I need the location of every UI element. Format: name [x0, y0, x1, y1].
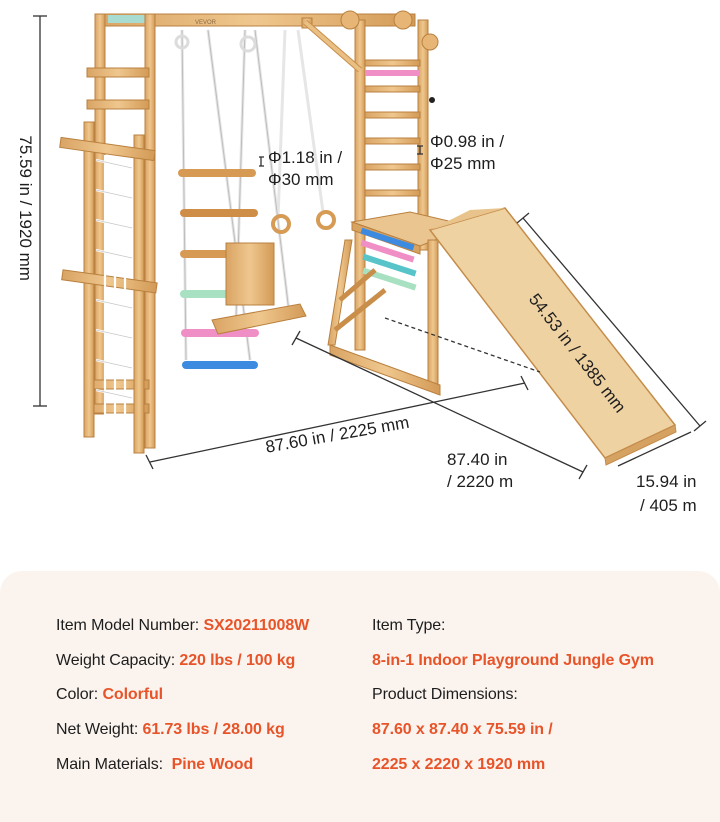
spec-type-value: 8-in-1 Indoor Playground Jungle Gym	[372, 652, 654, 669]
spec-color-label: Color:	[56, 686, 103, 703]
bar-diameter-label-2: Φ25 mm	[430, 154, 496, 173]
spec-dimensions-value-1: 87.60 x 87.40 x 75.59 in /	[372, 721, 553, 738]
bar-diameter-label-1: Φ0.98 in /	[430, 132, 505, 151]
spec-card	[0, 571, 720, 822]
slide-width-label-2: / 405 m	[640, 496, 697, 515]
slide-width-label-1: 15.94 in	[636, 472, 697, 491]
spec-materials-label: Main Materials:	[56, 756, 172, 773]
brand-mark: VEVOR	[195, 20, 217, 26]
spec-dimensions-label: Product Dimensions:	[372, 686, 518, 703]
spec-model-label: Item Model Number:	[56, 617, 204, 634]
height-label: 75.59 in / 1920 mm	[16, 135, 36, 281]
spec-weight	[56, 652, 295, 670]
spec-net-weight-label: Net Weight:	[56, 721, 143, 738]
spec-weight-label: Weight Capacity:	[56, 652, 180, 669]
top-beam	[95, 14, 415, 26]
depth-label-2: / 2220 m	[447, 472, 514, 491]
swing-seat	[212, 243, 306, 334]
spec-net-weight	[56, 721, 285, 739]
gym-rings	[273, 212, 334, 232]
rope-diameter-label-2: Φ30 mm	[268, 170, 334, 189]
spec-model-value: SX20211008W	[203, 617, 310, 634]
depth-label-1: 87.40 in	[447, 450, 508, 469]
spec-dimensions-value-2: 2225 x 2220 x 1920 mm	[372, 756, 546, 773]
rope-diameter-label-1: Φ1.18 in /	[268, 148, 343, 167]
spec-net-weight-value: 61.73 lbs / 28.00 kg	[142, 721, 285, 738]
spec-materials-value: Pine Wood	[171, 756, 254, 773]
pink-rung	[365, 70, 420, 76]
spec-type-label: Item Type:	[372, 617, 446, 634]
spec-color	[56, 686, 163, 704]
left-frame	[60, 14, 157, 453]
spec-model	[56, 617, 309, 635]
spec-materials	[56, 756, 253, 774]
width-label: 87.60 in / 2225 mm	[264, 412, 411, 457]
spec-color-value: Colorful	[102, 686, 163, 703]
spec-weight-value: 220 lbs / 100 kg	[179, 652, 296, 669]
slide-length-label: 54.53 in / 1385 mm	[525, 290, 630, 417]
